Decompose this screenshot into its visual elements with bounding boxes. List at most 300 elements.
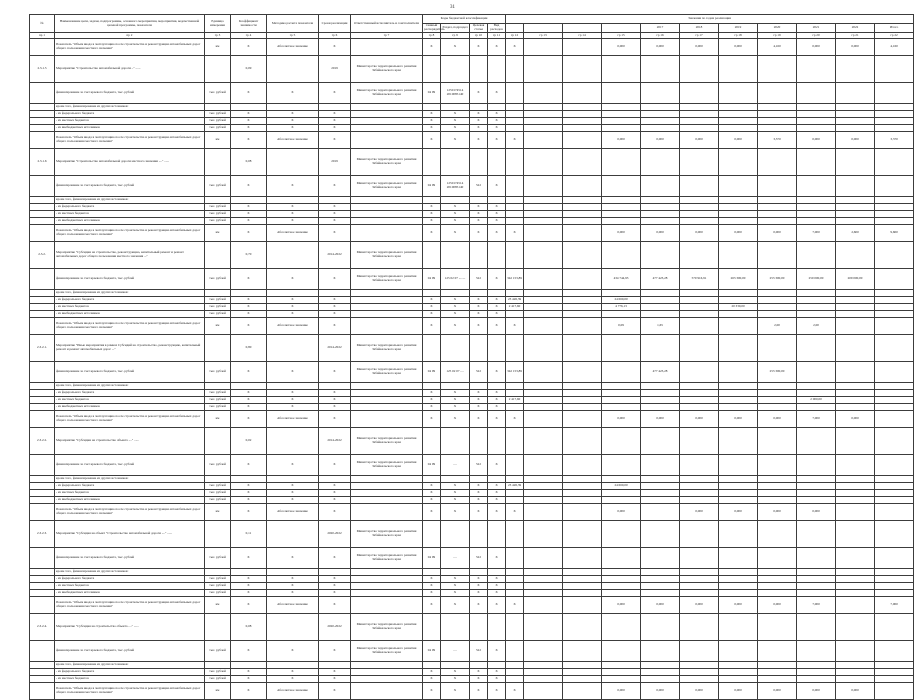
table-cell: 2019 bbox=[319, 149, 351, 176]
table-cell: Абсолютное значение bbox=[267, 225, 319, 242]
table-cell: Х bbox=[319, 225, 351, 242]
table-cell: 2,00 bbox=[758, 318, 797, 335]
table-cell bbox=[680, 614, 719, 641]
table-cell: Министерство территориального развития Забайкальского края bbox=[351, 521, 423, 548]
table-cell bbox=[758, 490, 797, 497]
table-cell: 2.3.2.4. bbox=[30, 614, 55, 641]
table-cell bbox=[602, 404, 641, 411]
table-cell bbox=[641, 218, 680, 225]
table-cell bbox=[797, 490, 836, 497]
header-total: Итого bbox=[875, 24, 914, 33]
table-cell bbox=[758, 56, 797, 83]
table-cell: Х bbox=[441, 597, 470, 614]
table-cell bbox=[641, 590, 680, 597]
numbering-cell: гр 19 bbox=[758, 33, 797, 39]
table-cell: 2 417,60 bbox=[506, 304, 524, 311]
table-cell: Х bbox=[267, 641, 319, 662]
table-cell bbox=[351, 504, 423, 521]
table-cell bbox=[836, 383, 875, 390]
table-cell bbox=[719, 197, 758, 204]
table-cell bbox=[563, 197, 602, 204]
table-cell bbox=[758, 404, 797, 411]
table-cell bbox=[470, 383, 488, 390]
table-cell bbox=[506, 590, 524, 597]
table-row bbox=[30, 683, 914, 700]
table-cell bbox=[602, 290, 641, 297]
table-cell bbox=[506, 56, 524, 83]
table-cell: 1250174514 2010085140 bbox=[441, 176, 470, 197]
table-cell bbox=[319, 476, 351, 483]
table-cell bbox=[30, 362, 55, 383]
table-cell: Министерство территориального развития Забайкальского края bbox=[351, 83, 423, 104]
table-cell: Х bbox=[267, 204, 319, 211]
table-cell bbox=[602, 149, 641, 176]
table-cell: Х bbox=[319, 583, 351, 590]
table-cell bbox=[797, 390, 836, 397]
table-cell bbox=[680, 176, 719, 197]
table-cell bbox=[719, 311, 758, 318]
table-cell bbox=[680, 149, 719, 176]
table-cell: Х bbox=[441, 39, 470, 56]
table-cell bbox=[524, 683, 563, 700]
table-cell bbox=[797, 662, 836, 669]
table-row bbox=[30, 118, 914, 125]
table-row bbox=[30, 149, 914, 176]
numbering-cell: гр 9 bbox=[441, 33, 470, 39]
table-cell: 522 bbox=[470, 548, 488, 569]
table-cell: тыс. рублей bbox=[205, 497, 231, 504]
table-cell: Х bbox=[319, 548, 351, 569]
table-cell bbox=[524, 404, 563, 411]
table-cell bbox=[267, 383, 319, 390]
table-cell bbox=[836, 569, 875, 576]
table-cell bbox=[680, 125, 719, 132]
table-cell bbox=[758, 497, 797, 504]
table-cell: Х bbox=[267, 490, 319, 497]
table-cell: Х bbox=[470, 411, 488, 428]
table-cell: 2.3.2.3. bbox=[30, 521, 55, 548]
table-cell bbox=[602, 428, 641, 455]
table-cell bbox=[423, 335, 441, 362]
table-cell bbox=[875, 641, 914, 662]
table-cell bbox=[602, 104, 641, 111]
row-label: - из местных бюджетов bbox=[55, 490, 205, 497]
table-cell bbox=[758, 335, 797, 362]
table-cell bbox=[641, 490, 680, 497]
table-cell bbox=[351, 497, 423, 504]
table-cell bbox=[602, 397, 641, 404]
table-cell: Х bbox=[441, 225, 470, 242]
table-cell bbox=[719, 521, 758, 548]
table-cell: 522 bbox=[470, 641, 488, 662]
table-cell: Х bbox=[267, 83, 319, 104]
header-executor: Ответственный исполнитель и соисполнители bbox=[351, 15, 423, 33]
table-cell: 477 423,28 bbox=[641, 362, 680, 383]
table-cell bbox=[641, 242, 680, 269]
table-cell bbox=[680, 669, 719, 676]
table-cell bbox=[836, 390, 875, 397]
table-cell bbox=[506, 118, 524, 125]
table-cell bbox=[351, 111, 423, 118]
table-cell: Х bbox=[423, 590, 441, 597]
table-cell: Х bbox=[319, 390, 351, 397]
row-label: - из федерального бюджета bbox=[55, 390, 205, 397]
table-cell bbox=[563, 548, 602, 569]
table-cell bbox=[797, 641, 836, 662]
page-number: 31 bbox=[450, 5, 455, 10]
table-cell: км bbox=[205, 683, 231, 700]
table-cell bbox=[875, 149, 914, 176]
table-cell bbox=[719, 83, 758, 104]
table-cell: 04 09 bbox=[423, 641, 441, 662]
table-cell bbox=[351, 476, 423, 483]
row-label: Мероприятие "Субсидия на объект "Строительство автомобильной дороги ...." ...... bbox=[55, 521, 205, 548]
table-cell: 0,000 bbox=[641, 225, 680, 242]
table-cell: Х bbox=[470, 225, 488, 242]
table-cell: Х bbox=[441, 490, 470, 497]
table-cell: Министерство территориального развития Забайкальского края bbox=[351, 176, 423, 197]
table-cell: тыс. рублей bbox=[205, 83, 231, 104]
table-cell bbox=[875, 669, 914, 676]
table-cell: Х bbox=[470, 590, 488, 597]
table-cell bbox=[836, 297, 875, 304]
table-cell bbox=[758, 428, 797, 455]
table-cell: 2.3.2.2. bbox=[30, 428, 55, 455]
table-cell: Х bbox=[423, 483, 441, 490]
table-cell: 209 000,00 bbox=[836, 269, 875, 290]
table-cell bbox=[563, 662, 602, 669]
header-year-blank-3 bbox=[563, 24, 602, 33]
table-row bbox=[30, 669, 914, 676]
table-cell bbox=[719, 428, 758, 455]
table-cell bbox=[506, 662, 524, 669]
table-cell: Абсолютное значение bbox=[267, 39, 319, 56]
table-cell: Министерство территориального развития Забайкальского края bbox=[351, 242, 423, 269]
table-cell bbox=[680, 569, 719, 576]
table-cell bbox=[641, 390, 680, 397]
table-cell: 522 bbox=[470, 362, 488, 383]
table-cell: Х bbox=[423, 683, 441, 700]
table-cell bbox=[836, 176, 875, 197]
table-cell: 7,000 bbox=[797, 225, 836, 242]
table-cell: Х bbox=[231, 397, 267, 404]
table-cell: км bbox=[205, 225, 231, 242]
table-cell bbox=[875, 211, 914, 218]
header-year-blank-2 bbox=[524, 24, 563, 33]
table-cell bbox=[758, 311, 797, 318]
table-row bbox=[30, 132, 914, 149]
table-cell bbox=[205, 569, 231, 576]
table-cell bbox=[836, 548, 875, 569]
table-cell bbox=[524, 497, 563, 504]
table-cell: Х bbox=[319, 597, 351, 614]
table-cell: Х bbox=[267, 676, 319, 683]
table-cell: Х bbox=[231, 483, 267, 490]
table-cell bbox=[719, 583, 758, 590]
table-cell bbox=[797, 404, 836, 411]
table-cell bbox=[524, 390, 563, 397]
table-cell bbox=[563, 428, 602, 455]
table-cell bbox=[351, 311, 423, 318]
table-cell: 125 02 07 ........ bbox=[441, 269, 470, 290]
numbering-cell: гр 18 bbox=[719, 33, 758, 39]
table-cell: Х bbox=[488, 483, 506, 490]
table-cell bbox=[836, 56, 875, 83]
table-cell bbox=[758, 290, 797, 297]
table-cell: Х bbox=[488, 676, 506, 683]
table-cell: тыс. рублей bbox=[205, 211, 231, 218]
table-cell bbox=[351, 676, 423, 683]
table-cell bbox=[758, 211, 797, 218]
table-cell bbox=[470, 428, 488, 455]
row-label: - из местных бюджетов bbox=[55, 676, 205, 683]
table-cell: Х bbox=[319, 504, 351, 521]
table-cell bbox=[30, 548, 55, 569]
table-cell bbox=[524, 428, 563, 455]
table-cell: Х bbox=[267, 404, 319, 411]
table-cell: Х bbox=[470, 297, 488, 304]
table-cell bbox=[524, 362, 563, 383]
table-cell bbox=[423, 197, 441, 204]
table-cell: Х bbox=[267, 583, 319, 590]
row-label: - из местных бюджетов bbox=[55, 583, 205, 590]
table-cell: 0,000 bbox=[836, 411, 875, 428]
table-cell bbox=[563, 476, 602, 483]
table-cell: 0,000 bbox=[758, 411, 797, 428]
table-cell bbox=[524, 411, 563, 428]
table-cell bbox=[875, 290, 914, 297]
table-row bbox=[30, 362, 914, 383]
table-cell bbox=[797, 197, 836, 204]
table-cell bbox=[351, 669, 423, 676]
table-cell: Х bbox=[423, 125, 441, 132]
table-cell bbox=[719, 335, 758, 362]
table-cell bbox=[563, 39, 602, 56]
table-cell: Х bbox=[423, 669, 441, 676]
table-cell bbox=[602, 641, 641, 662]
table-cell bbox=[641, 614, 680, 641]
table-cell bbox=[875, 335, 914, 362]
table-cell: 04 09 bbox=[423, 362, 441, 383]
table-cell bbox=[641, 383, 680, 390]
header-method: Методика расчета показателя bbox=[267, 15, 319, 33]
table-cell bbox=[351, 569, 423, 576]
table-cell: 0,000 bbox=[719, 597, 758, 614]
table-cell bbox=[506, 641, 524, 662]
table-cell: 04 09 bbox=[423, 269, 441, 290]
table-cell bbox=[563, 125, 602, 132]
table-cell bbox=[875, 490, 914, 497]
table-row bbox=[30, 204, 914, 211]
table-cell bbox=[641, 176, 680, 197]
table-cell bbox=[231, 104, 267, 111]
table-cell bbox=[758, 590, 797, 597]
table-cell bbox=[423, 290, 441, 297]
table-cell bbox=[602, 362, 641, 383]
table-cell: тыс. рублей bbox=[205, 311, 231, 318]
table-cell: Х bbox=[319, 297, 351, 304]
header-year-2022: 2022 bbox=[836, 24, 875, 33]
table-cell bbox=[680, 676, 719, 683]
table-cell bbox=[836, 118, 875, 125]
table-cell bbox=[758, 483, 797, 490]
table-cell bbox=[563, 576, 602, 583]
table-row bbox=[30, 641, 914, 662]
table-cell: 434 744,93 bbox=[602, 269, 641, 290]
table-cell bbox=[563, 483, 602, 490]
table-cell bbox=[719, 676, 758, 683]
table-cell bbox=[875, 111, 914, 118]
table-cell bbox=[524, 149, 563, 176]
table-cell: Х bbox=[267, 304, 319, 311]
table-cell bbox=[524, 521, 563, 548]
table-cell bbox=[680, 304, 719, 311]
table-cell bbox=[602, 56, 641, 83]
table-cell bbox=[205, 56, 231, 83]
table-cell: Х bbox=[231, 404, 267, 411]
program-table bbox=[29, 14, 914, 700]
table-row bbox=[30, 318, 914, 335]
numbering-cell: гр 21 bbox=[836, 33, 875, 39]
numbering-cell: гр 5 bbox=[267, 33, 319, 39]
table-cell bbox=[836, 576, 875, 583]
table-cell bbox=[470, 197, 488, 204]
table-cell bbox=[205, 383, 231, 390]
table-cell: Х bbox=[470, 576, 488, 583]
table-cell bbox=[524, 583, 563, 590]
table-cell bbox=[797, 297, 836, 304]
table-cell: Х bbox=[441, 390, 470, 397]
table-cell bbox=[423, 104, 441, 111]
table-cell bbox=[506, 404, 524, 411]
table-cell bbox=[524, 383, 563, 390]
table-cell: Х bbox=[488, 204, 506, 211]
table-cell bbox=[875, 362, 914, 383]
table-cell bbox=[30, 318, 55, 335]
table-cell bbox=[506, 521, 524, 548]
table-cell: тыс. рублей bbox=[205, 676, 231, 683]
table-cell: Х bbox=[319, 590, 351, 597]
table-cell bbox=[836, 204, 875, 211]
table-cell bbox=[423, 242, 441, 269]
table-cell bbox=[423, 149, 441, 176]
table-cell bbox=[351, 483, 423, 490]
table-cell bbox=[563, 56, 602, 83]
header-year-blank-1 bbox=[506, 24, 524, 33]
table-cell: Министерство территориального развития Забайкальского края bbox=[351, 269, 423, 290]
numbering-cell: гр 13 bbox=[524, 33, 563, 39]
table-cell bbox=[680, 641, 719, 662]
table-cell: Х bbox=[441, 583, 470, 590]
table-cell bbox=[30, 411, 55, 428]
table-cell: Х bbox=[423, 311, 441, 318]
table-cell bbox=[641, 455, 680, 476]
table-cell bbox=[641, 111, 680, 118]
row-label: - из внебюджетных источников bbox=[55, 218, 205, 225]
table-cell bbox=[488, 614, 506, 641]
table-cell: Х bbox=[441, 318, 470, 335]
table-cell: 522 bbox=[470, 176, 488, 197]
table-cell: Х bbox=[488, 683, 506, 700]
table-cell bbox=[680, 497, 719, 504]
table-cell: Х bbox=[441, 111, 470, 118]
table-cell bbox=[836, 304, 875, 311]
table-row bbox=[30, 614, 914, 641]
table-cell bbox=[680, 590, 719, 597]
table-cell bbox=[836, 497, 875, 504]
table-cell bbox=[30, 683, 55, 700]
table-cell bbox=[441, 197, 470, 204]
table-cell bbox=[30, 641, 55, 662]
table-cell bbox=[563, 225, 602, 242]
table-cell bbox=[524, 204, 563, 211]
table-cell: Х bbox=[319, 483, 351, 490]
table-cell: 0,000 bbox=[641, 683, 680, 700]
table-cell bbox=[875, 504, 914, 521]
table-cell bbox=[423, 476, 441, 483]
table-cell: 522 bbox=[470, 455, 488, 476]
table-cell bbox=[875, 455, 914, 476]
table-cell bbox=[602, 211, 641, 218]
table-cell: Х bbox=[231, 111, 267, 118]
table-cell bbox=[423, 521, 441, 548]
table-cell: Х bbox=[488, 504, 506, 521]
table-cell bbox=[231, 662, 267, 669]
table-cell: Х bbox=[488, 548, 506, 569]
table-cell bbox=[351, 304, 423, 311]
table-cell bbox=[875, 497, 914, 504]
table-cell bbox=[719, 104, 758, 111]
table-cell bbox=[524, 669, 563, 676]
table-cell bbox=[797, 149, 836, 176]
table-cell bbox=[319, 662, 351, 669]
table-cell bbox=[797, 383, 836, 390]
table-cell: Х bbox=[423, 497, 441, 504]
table-row bbox=[30, 590, 914, 597]
table-cell bbox=[680, 483, 719, 490]
table-cell bbox=[758, 569, 797, 576]
table-cell bbox=[524, 111, 563, 118]
table-cell bbox=[470, 569, 488, 576]
table-cell bbox=[797, 362, 836, 383]
table-cell bbox=[30, 569, 55, 576]
table-row bbox=[30, 383, 914, 390]
table-cell: тыс. рублей bbox=[205, 590, 231, 597]
table-cell: Х bbox=[470, 211, 488, 218]
table-cell bbox=[524, 590, 563, 597]
table-cell bbox=[351, 583, 423, 590]
table-cell bbox=[758, 125, 797, 132]
table-cell: Министерство территориального развития Забайкальского края bbox=[351, 614, 423, 641]
table-cell bbox=[488, 149, 506, 176]
table-cell bbox=[641, 397, 680, 404]
table-cell: Министерство территориального развития Забайкальского края bbox=[351, 641, 423, 662]
table-row bbox=[30, 476, 914, 483]
table-row bbox=[30, 304, 914, 311]
table-cell bbox=[836, 521, 875, 548]
row-label: Мероприятие "Иные мероприятия в рамках Субсидий на строительство, реконструкцию, капитальный ремонт и ремонт автомобильных дорог ..." bbox=[55, 335, 205, 362]
table-cell: тыс. рублей bbox=[205, 669, 231, 676]
table-cell: Министерство территориального развития Забайкальского края bbox=[351, 149, 423, 176]
table-cell bbox=[680, 118, 719, 125]
table-cell: 2.3.2.1. bbox=[30, 335, 55, 362]
table-cell bbox=[30, 669, 55, 676]
table-cell bbox=[680, 576, 719, 583]
table-cell bbox=[30, 269, 55, 290]
table-cell: тыс. рублей bbox=[205, 218, 231, 225]
table-cell: Х bbox=[441, 676, 470, 683]
table-cell: 0,000 bbox=[602, 225, 641, 242]
